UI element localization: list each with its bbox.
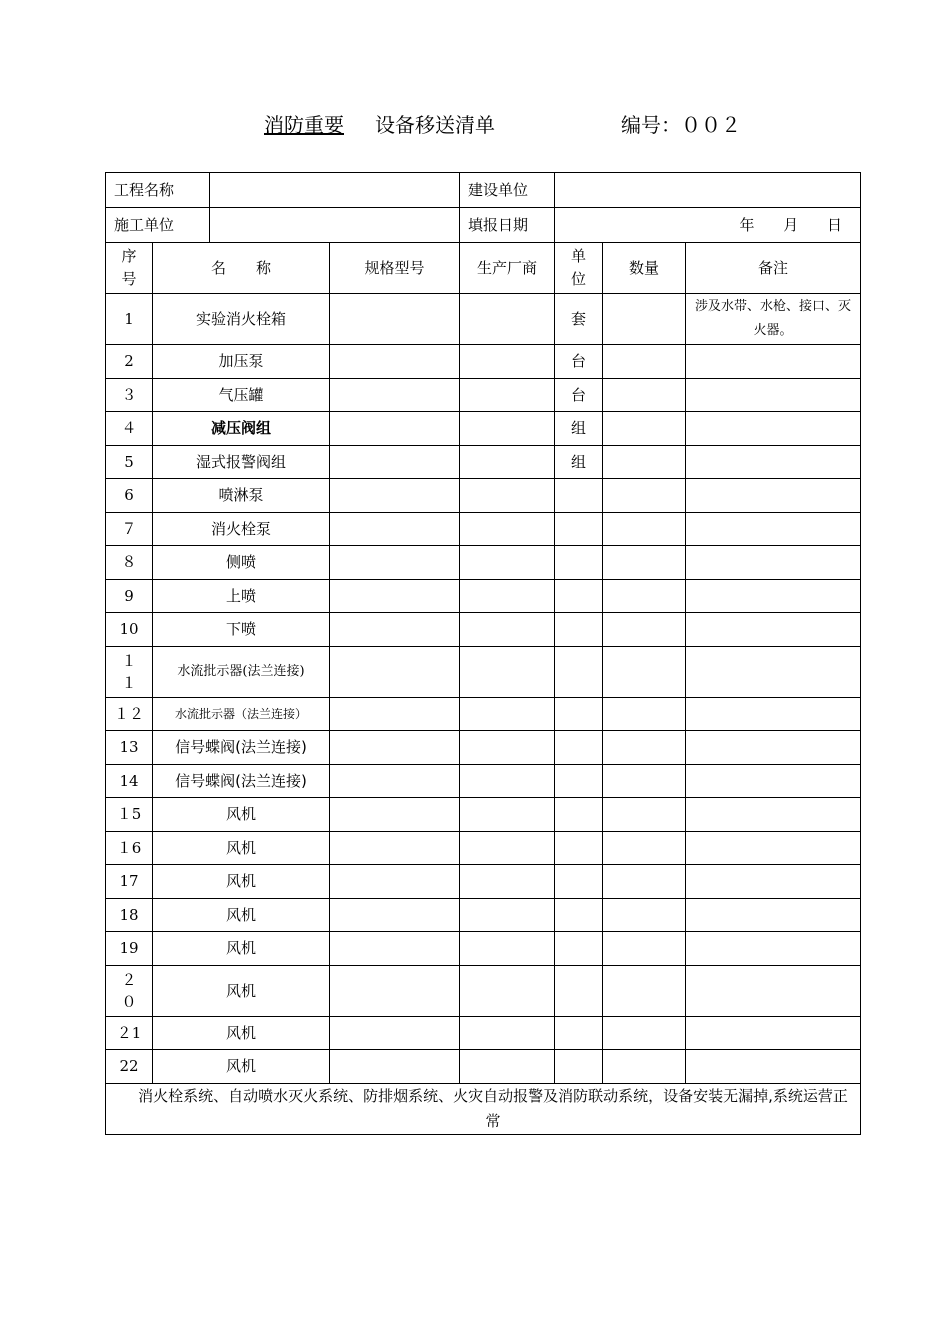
title-part1: 消防重要 xyxy=(264,113,344,137)
row-model[interactable] xyxy=(330,579,460,613)
row-name: 消火栓泵 xyxy=(153,512,330,546)
row-seq: 17 xyxy=(106,865,153,899)
table-row xyxy=(106,512,861,546)
row-remark xyxy=(686,831,861,865)
row-remark xyxy=(686,546,861,580)
row-name: 实验消火栓箱 xyxy=(153,294,330,345)
row-unit xyxy=(555,764,603,798)
row-seq: 14 xyxy=(106,764,153,798)
row-remark xyxy=(686,731,861,765)
row-seq: 9 xyxy=(106,579,153,613)
row-maker[interactable] xyxy=(460,865,555,899)
row-name: 风机 xyxy=(153,932,330,966)
table-row xyxy=(106,898,861,932)
row-maker[interactable] xyxy=(460,646,555,697)
row-qty[interactable] xyxy=(603,646,686,697)
table-row xyxy=(106,764,861,798)
row-remark xyxy=(686,798,861,832)
row-name: 上喷 xyxy=(153,579,330,613)
table-row xyxy=(106,345,861,379)
row-remark xyxy=(686,445,861,479)
table-row xyxy=(106,697,861,731)
row-name: 风机 xyxy=(153,1016,330,1050)
title-part2: 设备移送清单 xyxy=(375,113,495,137)
row-qty[interactable] xyxy=(603,764,686,798)
row-model[interactable] xyxy=(330,646,460,697)
row-name: 风机 xyxy=(153,898,330,932)
row-model[interactable] xyxy=(330,546,460,580)
row-name: 信号蝶阀(法兰连接) xyxy=(153,764,330,798)
row-unit xyxy=(555,512,603,546)
row-unit xyxy=(555,1050,603,1084)
row-model[interactable] xyxy=(330,345,460,379)
row-model[interactable] xyxy=(330,412,460,446)
row-maker[interactable] xyxy=(460,965,555,1016)
row-model[interactable] xyxy=(330,378,460,412)
row-maker[interactable] xyxy=(460,445,555,479)
row-qty[interactable] xyxy=(603,579,686,613)
row-name: 水流批示器（法兰连接） xyxy=(153,697,330,731)
row-seq: ８ xyxy=(106,546,153,580)
row-seq: 5 xyxy=(106,445,153,479)
row-qty[interactable] xyxy=(603,412,686,446)
header-model: 规格型号 xyxy=(330,243,460,294)
row-model[interactable] xyxy=(330,965,460,1016)
row-name: 风机 xyxy=(153,1050,330,1084)
row-qty[interactable] xyxy=(603,697,686,731)
row-seq: 2 xyxy=(106,345,153,379)
row-model[interactable] xyxy=(330,445,460,479)
row-unit: 套 xyxy=(555,294,603,345)
row-maker[interactable] xyxy=(460,1016,555,1050)
row-model[interactable] xyxy=(330,697,460,731)
row-model[interactable] xyxy=(330,512,460,546)
row-seq: 6 xyxy=(106,479,153,513)
row-remark xyxy=(686,865,861,899)
row-name: 风机 xyxy=(153,965,330,1016)
row-model[interactable] xyxy=(330,1016,460,1050)
row-model[interactable] xyxy=(330,831,460,865)
row-maker[interactable] xyxy=(460,764,555,798)
row-unit xyxy=(555,898,603,932)
row-model[interactable] xyxy=(330,865,460,899)
project-name-label: 工程名称 xyxy=(106,173,210,208)
row-qty[interactable] xyxy=(603,445,686,479)
table-row xyxy=(106,294,861,345)
row-unit xyxy=(555,731,603,765)
row-qty[interactable] xyxy=(603,965,686,1016)
row-unit xyxy=(555,613,603,647)
row-remark xyxy=(686,479,861,513)
row-qty[interactable] xyxy=(603,1016,686,1050)
row-unit xyxy=(555,479,603,513)
row-unit xyxy=(555,932,603,966)
row-seq: １１ xyxy=(106,646,153,697)
row-name: 下喷 xyxy=(153,613,330,647)
constructor-label: 施工单位 xyxy=(106,208,210,243)
row-remark xyxy=(686,764,861,798)
row-qty[interactable] xyxy=(603,613,686,647)
row-remark xyxy=(686,579,861,613)
table-row xyxy=(106,831,861,865)
table-row xyxy=(106,965,861,1016)
date-label: 填报日期 xyxy=(460,208,555,243)
row-name: 水流批示器(法兰连接) xyxy=(153,646,330,697)
row-remark xyxy=(686,613,861,647)
table-row xyxy=(106,445,861,479)
row-maker[interactable] xyxy=(460,697,555,731)
document-title xyxy=(0,108,950,142)
table-row xyxy=(106,479,861,513)
row-remark xyxy=(686,378,861,412)
row-qty[interactable] xyxy=(603,831,686,865)
row-model[interactable] xyxy=(330,764,460,798)
info-row-1 xyxy=(106,173,861,208)
header-remark: 备注 xyxy=(686,243,861,294)
row-model[interactable] xyxy=(330,479,460,513)
table-row xyxy=(106,546,861,580)
row-seq: １6 xyxy=(106,831,153,865)
row-maker[interactable] xyxy=(460,546,555,580)
row-seq: ２０ xyxy=(106,965,153,1016)
builder-label: 建设单位 xyxy=(460,173,555,208)
row-remark xyxy=(686,697,861,731)
row-unit xyxy=(555,579,603,613)
row-qty[interactable] xyxy=(603,546,686,580)
row-name: 喷淋泵 xyxy=(153,479,330,513)
row-unit xyxy=(555,965,603,1016)
row-maker[interactable] xyxy=(460,831,555,865)
row-seq: 18 xyxy=(106,898,153,932)
row-maker[interactable] xyxy=(460,345,555,379)
row-remark xyxy=(686,965,861,1016)
table-row xyxy=(106,646,861,697)
row-unit xyxy=(555,646,603,697)
row-unit: 组 xyxy=(555,445,603,479)
date-field[interactable]: 年 月 日 xyxy=(555,208,861,243)
row-seq: 22 xyxy=(106,1050,153,1084)
row-model[interactable] xyxy=(330,798,460,832)
row-model[interactable] xyxy=(330,613,460,647)
row-unit: 组 xyxy=(555,412,603,446)
table-row xyxy=(106,613,861,647)
row-qty[interactable] xyxy=(603,512,686,546)
row-model[interactable] xyxy=(330,898,460,932)
row-qty[interactable] xyxy=(603,932,686,966)
row-unit xyxy=(555,798,603,832)
footer-note: 消火栓系统、自动喷水灭火系统、防排烟系统、火灾自动报警及消防联动系统，设备安装无漏掉,系统运营正常 xyxy=(106,1083,861,1134)
row-unit xyxy=(555,546,603,580)
table-row xyxy=(106,865,861,899)
row-name: 风机 xyxy=(153,831,330,865)
row-qty[interactable] xyxy=(603,378,686,412)
row-remark xyxy=(686,1016,861,1050)
row-remark xyxy=(686,932,861,966)
table-row xyxy=(106,412,861,446)
row-unit xyxy=(555,865,603,899)
row-seq: 1 xyxy=(106,294,153,345)
table-row xyxy=(106,1016,861,1050)
row-maker[interactable] xyxy=(460,731,555,765)
row-maker[interactable] xyxy=(460,1050,555,1084)
row-qty[interactable] xyxy=(603,1050,686,1084)
table-row xyxy=(106,1050,861,1084)
row-maker[interactable] xyxy=(460,932,555,966)
table-row xyxy=(106,932,861,966)
row-maker[interactable] xyxy=(460,798,555,832)
row-remark xyxy=(686,1050,861,1084)
header-unit: 单位 xyxy=(555,243,603,294)
row-name: 风机 xyxy=(153,798,330,832)
equipment-transfer-table xyxy=(105,172,861,1135)
row-seq: 10 xyxy=(106,613,153,647)
table-row xyxy=(106,378,861,412)
row-qty[interactable] xyxy=(603,294,686,345)
builder-field[interactable] xyxy=(555,173,861,208)
row-remark xyxy=(686,412,861,446)
row-name: 风机 xyxy=(153,865,330,899)
row-remark xyxy=(686,646,861,697)
row-name: 侧喷 xyxy=(153,546,330,580)
row-seq: １5 xyxy=(106,798,153,832)
document-number: 编号：００２ xyxy=(621,113,741,137)
header-row xyxy=(106,243,861,294)
row-remark xyxy=(686,512,861,546)
row-seq: ３ xyxy=(106,378,153,412)
row-maker[interactable] xyxy=(460,378,555,412)
row-seq: ７ xyxy=(106,512,153,546)
row-name: 气压罐 xyxy=(153,378,330,412)
row-name: 信号蝶阀(法兰连接) xyxy=(153,731,330,765)
footer-row xyxy=(106,1083,861,1134)
header-name: 名 称 xyxy=(153,243,330,294)
info-row-2 xyxy=(106,208,861,243)
row-maker[interactable] xyxy=(460,579,555,613)
row-qty[interactable] xyxy=(603,865,686,899)
row-qty[interactable] xyxy=(603,479,686,513)
row-name: 减压阀组 xyxy=(153,412,330,446)
row-seq: 19 xyxy=(106,932,153,966)
row-model[interactable] xyxy=(330,1050,460,1084)
row-qty[interactable] xyxy=(603,898,686,932)
row-unit xyxy=(555,697,603,731)
row-qty[interactable] xyxy=(603,731,686,765)
row-unit xyxy=(555,1016,603,1050)
row-name: 加压泵 xyxy=(153,345,330,379)
table-row xyxy=(106,798,861,832)
row-unit xyxy=(555,831,603,865)
row-seq: ４ xyxy=(106,412,153,446)
header-qty: 数量 xyxy=(603,243,686,294)
header-maker: 生产厂商 xyxy=(460,243,555,294)
row-maker[interactable] xyxy=(460,613,555,647)
header-seq: 序号 xyxy=(106,243,153,294)
row-maker[interactable] xyxy=(460,898,555,932)
constructor-field[interactable] xyxy=(210,208,460,243)
row-maker[interactable] xyxy=(460,294,555,345)
row-maker[interactable] xyxy=(460,412,555,446)
row-seq: 13 xyxy=(106,731,153,765)
row-qty[interactable] xyxy=(603,345,686,379)
row-remark: 涉及水带、水枪、接口、灭火器。 xyxy=(686,294,861,345)
row-name: 湿式报警阀组 xyxy=(153,445,330,479)
row-maker[interactable] xyxy=(460,512,555,546)
row-model[interactable] xyxy=(330,932,460,966)
row-remark xyxy=(686,345,861,379)
row-remark xyxy=(686,898,861,932)
row-model[interactable] xyxy=(330,294,460,345)
row-model[interactable] xyxy=(330,731,460,765)
row-unit: 台 xyxy=(555,378,603,412)
table-row xyxy=(106,731,861,765)
row-maker[interactable] xyxy=(460,479,555,513)
row-seq: ２1 xyxy=(106,1016,153,1050)
row-seq: １２ xyxy=(106,697,153,731)
table-row xyxy=(106,579,861,613)
row-unit: 台 xyxy=(555,345,603,379)
row-qty[interactable] xyxy=(603,798,686,832)
project-name-field[interactable] xyxy=(210,173,460,208)
